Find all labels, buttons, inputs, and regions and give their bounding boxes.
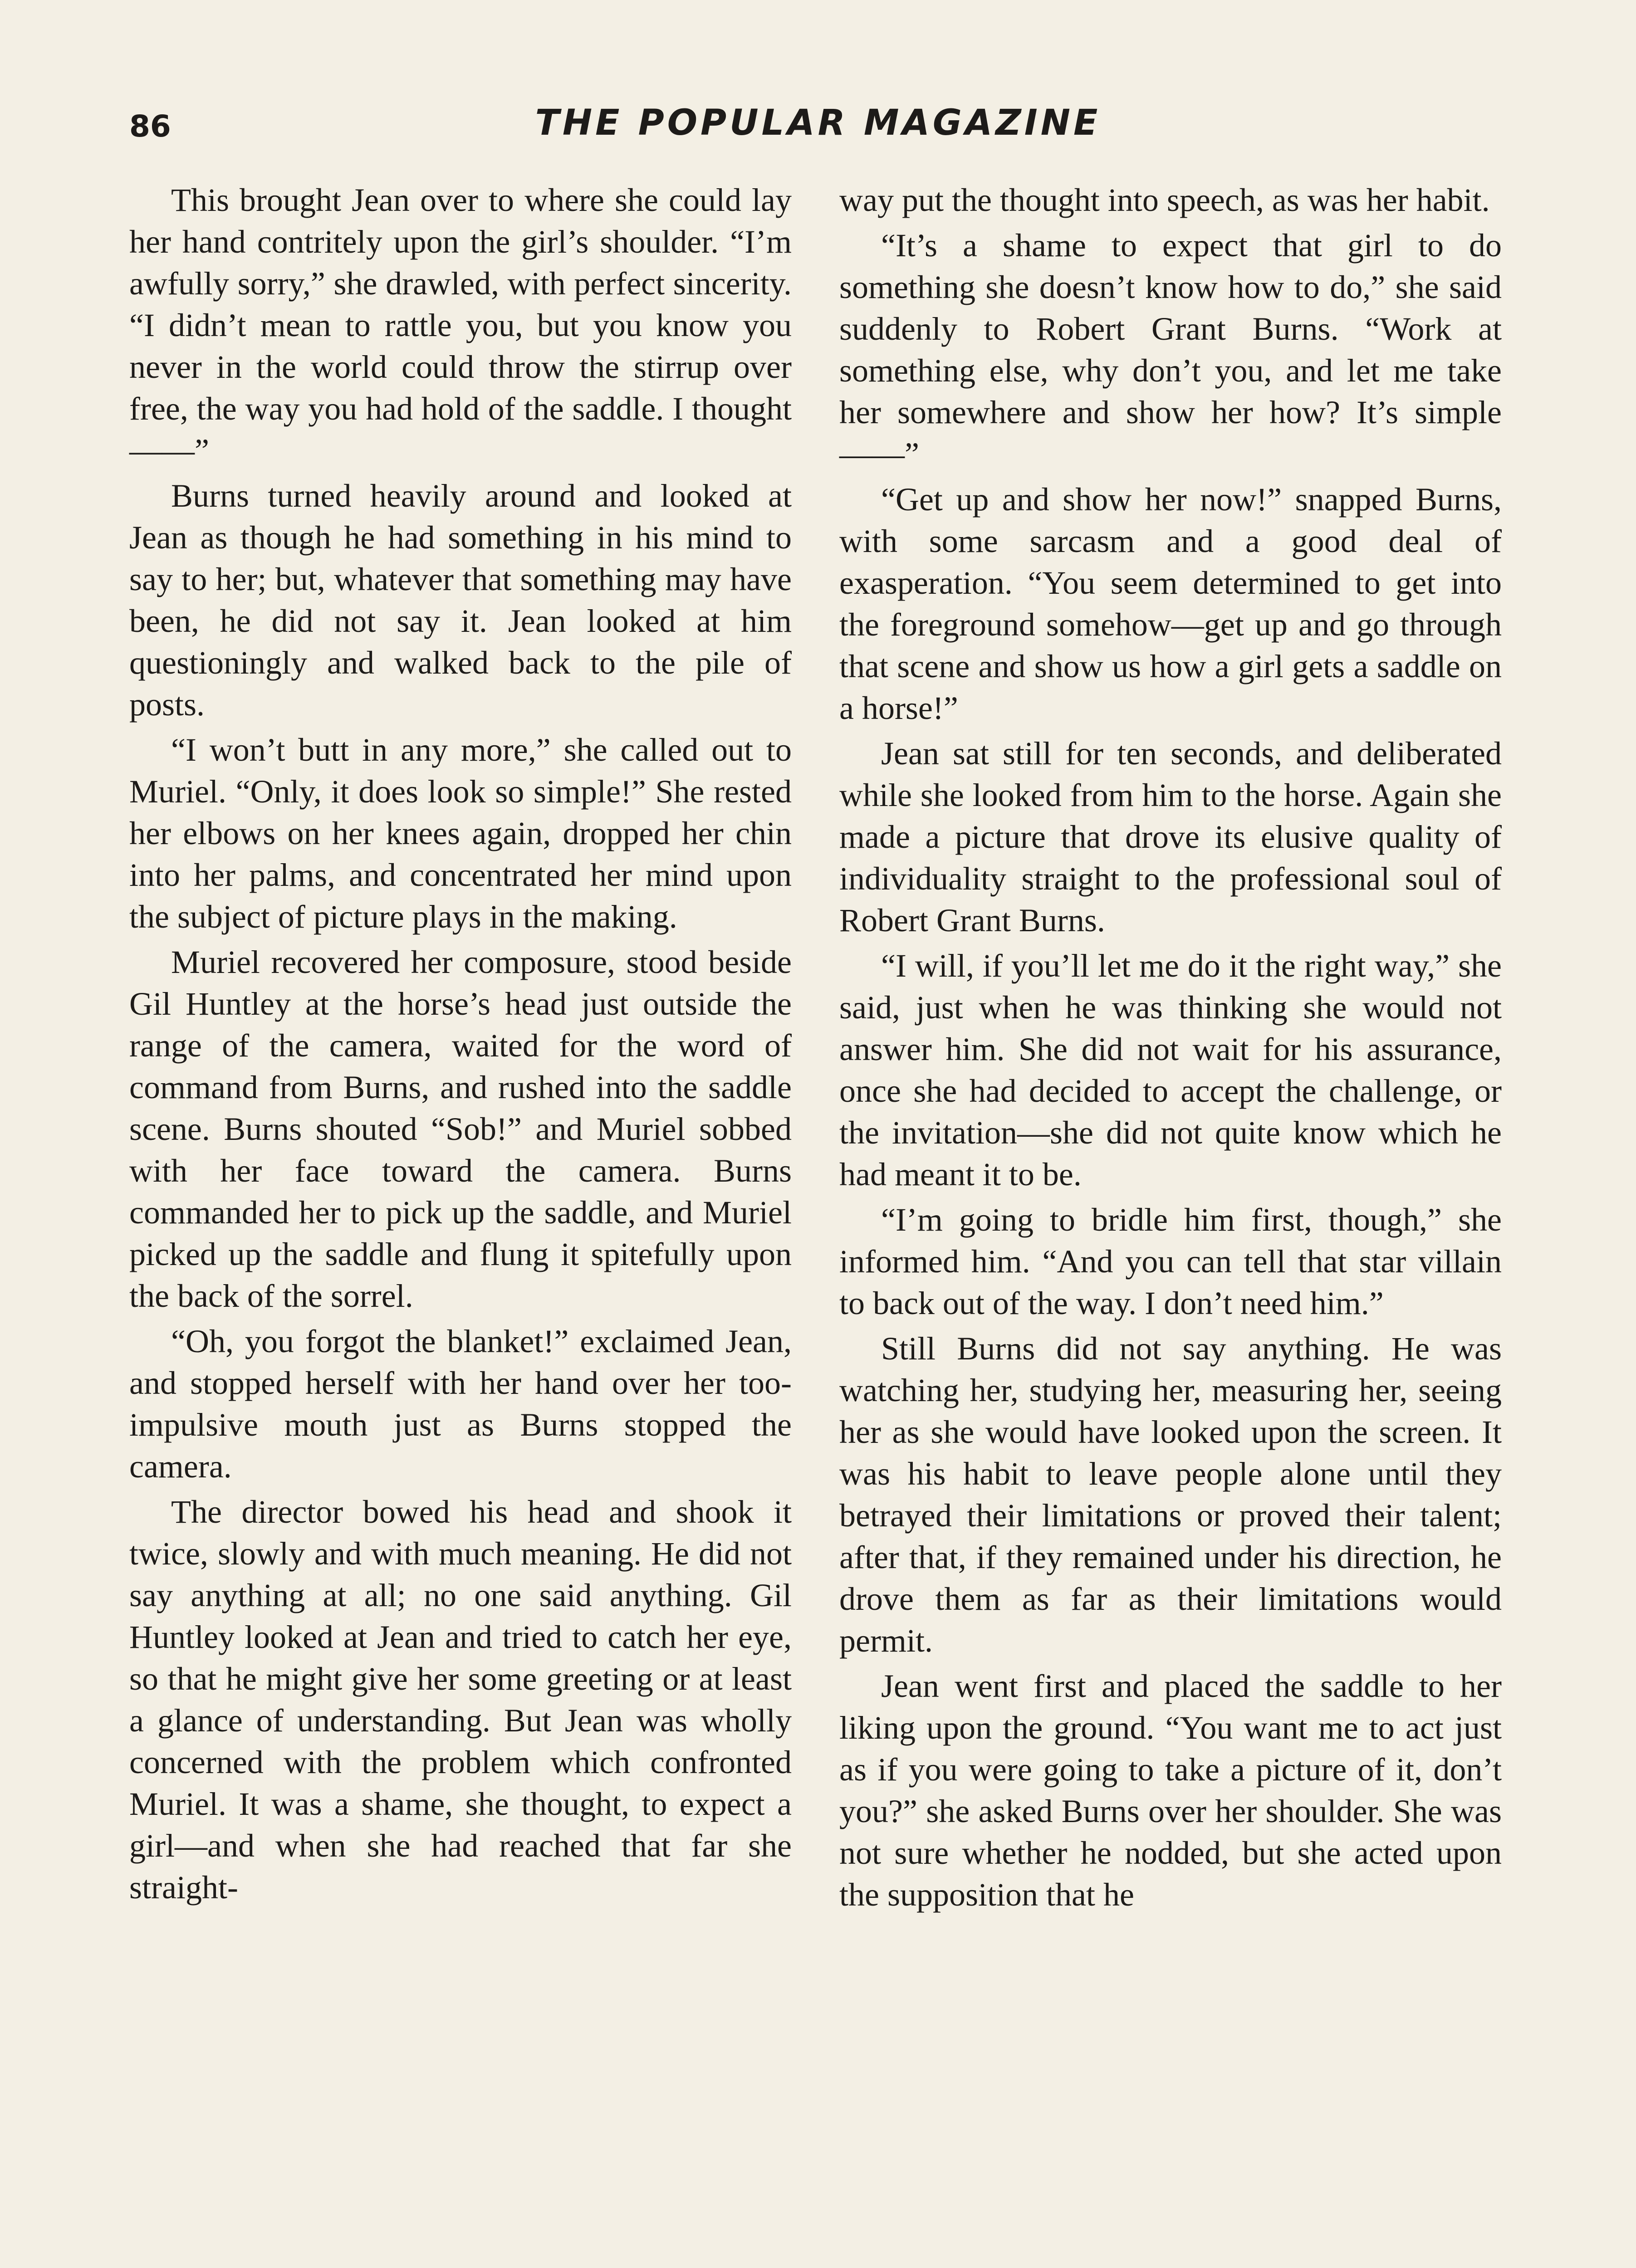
page-number: 86	[129, 109, 171, 144]
paragraph: “Get up and show her now!” snapped Burns, with some sarcasm and a good deal of exasperation. “You seem determined to get into the foreground somehow—get up and go through that scene and show us how a girl gets a saddle on a horse!”	[839, 481, 1502, 726]
paragraph: way put the thought into speech, as was her habit.	[839, 182, 1490, 218]
paragraph: Muriel recovered her composure, stood beside Gil Huntley at the horse’s head just outside the range of the camera, waited for the word of command from Burns, and rushed into the saddle scene. Burns shouted “Sob!” and Muriel sobbed with her face toward the camera. Burns commanded her to pick up the saddle, and Muriel picked up the saddle and flung it spitefully upon the back of the sorrel.	[129, 944, 792, 1314]
paragraph: Burns turned heavily around and looked at Jean as though he had something in his mind to say to her; but, whatever that something may have been, he did not say it. Jean looked at him questioningly and walked back to the pile of posts.	[129, 478, 792, 723]
paragraph: The director bowed his head and shook it twice, slowly and with much meaning. He did not say anything at all; no one said anything. Gil Huntley looked at Jean and tried to catch her eye, so that he might give her some greeting or at least a glance of understanding. But Jean was wholly concerned with the problem which confronted Muriel. It was a shame, she thought, to expect a girl—and when she had reached that far she straight-	[129, 1494, 792, 1906]
running-head: THE POPULAR MAGAZINE	[535, 103, 1101, 143]
paragraph: This brought Jean over to where she could lay her hand contritely upon the girl’s shoulder. “I’m awfully sorry,” she drawled, with perfect sincerity. “I didn’t mean to rattle you, but you know you never in the world could throw the stirrup over free, the way you had hold of the saddle. I thought——”	[129, 182, 792, 469]
right-column	[839, 179, 1502, 1919]
paragraph: “I won’t butt in any more,” she called out to Muriel. “Only, it does look so simple!” She rested her elbows on her knees again, dropped her chin into her palms, and concentrated her mind upon the subject of picture plays in the making.	[129, 732, 792, 935]
paragraph: “I will, if you’ll let me do it the right way,” she said, just when he was thinking she would not answer him. She did not wait for his assurance, once she had decided to accept the challenge, or the invitation—she did not quite know which he had meant it to be.	[839, 948, 1502, 1193]
paragraph: Jean sat still for ten seconds, and deliberated while she looked from him to the horse. Again she made a picture that drove its elusive quality of individuality straight to the professional soul of Robert Grant Burns.	[839, 735, 1502, 938]
paragraph: “Oh, you forgot the blanket!” exclaimed Jean, and stopped herself with her hand over her too-impulsive mouth just as Burns stopped the camera.	[129, 1323, 792, 1485]
paragraph: “I’m going to bridle him first, though,” she informed him. “And you can tell that star villain to back out of the way. I don’t need him.”	[839, 1202, 1502, 1321]
paragraph: Still Burns did not say anything. He was watching her, studying her, measuring her, seeing her as she would have looked upon the screen. It was his habit to leave people alone until they betrayed their limitations or proved their talent; after that, if they remained under his direction, he drove them as far as their limitations would permit.	[839, 1330, 1502, 1659]
paragraph: Jean went first and placed the saddle to her liking upon the ground. “You want me to act just as if you were going to take a picture of it, don’t you?” she asked Burns over her shoulder. She was not sure whether he nodded, but she acted upon the supposition that he	[839, 1668, 1502, 1913]
paragraph: “It’s a shame to expect that girl to do something she doesn’t know how to do,” she said suddenly to Robert Grant Burns. “Work at something else, why don’t you, and let me take her somewhere and show her how? It’s simple——”	[839, 227, 1502, 472]
left-column	[129, 179, 792, 1912]
